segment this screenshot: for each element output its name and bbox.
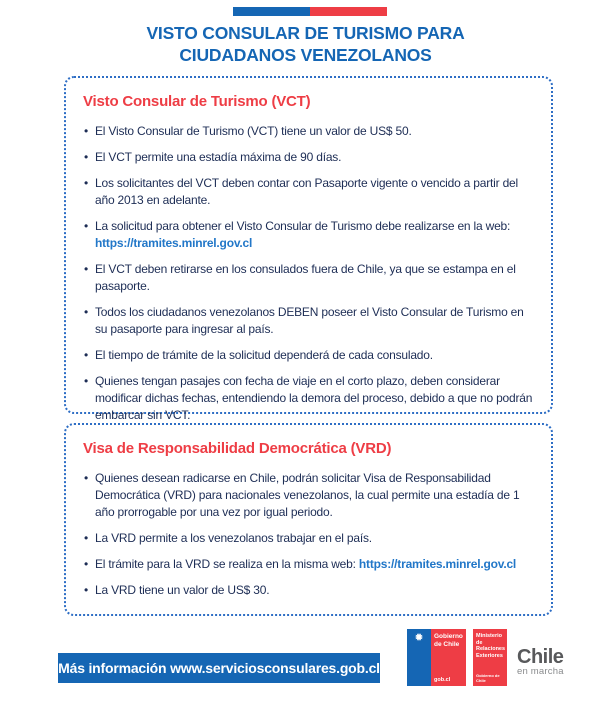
ministerio-logo-sub: Gobierno de Chile: [476, 673, 500, 683]
ministerio-relaciones-exteriores-logo: [473, 629, 507, 686]
bullet-text: El Visto Consular de Turismo (VCT) tiene un valor de US$ 50.: [95, 124, 412, 138]
bullet-text: Los solicitantes del VCT deben contar con Pasaporte vigente o vencido a partir del año 2013 en adelante.: [95, 176, 518, 207]
vct-section-card: [64, 76, 553, 422]
bullet-text: El VCT permite una estadía máxima de 90 días.: [95, 150, 342, 164]
vrd-section-heading: Visa de Responsabilidad Democrática (VRD): [83, 440, 392, 457]
vct-section-heading: Visto Consular de Turismo (VCT): [83, 93, 311, 110]
info-banner-text: Más información www.serviciosconsulares.gob.cl: [58, 660, 380, 676]
bullet-item: [83, 582, 536, 599]
bullet-item: [83, 470, 536, 521]
tramites-minrel-link[interactable]: https://tramites.minrel.gov.cl: [358, 557, 517, 571]
brand-subtitle: en marcha: [517, 666, 564, 677]
bullet-item: [83, 347, 536, 364]
bullet-item: [83, 123, 536, 140]
bullet-item: [83, 261, 536, 295]
bullet-text: La VRD tiene un valor de US$ 30.: [95, 583, 270, 597]
bullet-item: [83, 149, 536, 166]
bullet-text: El trámite para la VRD se realiza en la misma web:: [95, 557, 356, 571]
flag-blue-half: [233, 7, 310, 16]
bullet-text: Quienes tengan pasajes con fecha de viaje en el corto plazo, deben considerar modificar dichas fechas, entendiendo la demora del proceso, debido a que no podrán embarcar sin VCT.: [95, 374, 533, 422]
bullet-item: [83, 530, 536, 547]
bullet-item: [83, 556, 536, 573]
page-title-line1: VISTO CONSULAR DE TURISMO PARA: [146, 23, 465, 43]
bullet-text: La solicitud para obtener el Visto Consular de Turismo debe realizarse en la web:: [95, 219, 511, 233]
gobierno-de-chile-logo: [407, 629, 466, 686]
bullet-item: [83, 175, 536, 209]
ministerio-logo-name: Ministerio de Relaciones Exteriores: [476, 633, 506, 659]
bullet-text: La VRD permite a los venezolanos trabajar en el país.: [95, 531, 372, 545]
vrd-bullet-list: [83, 470, 536, 599]
bullet-item: [83, 218, 536, 252]
page-title: [0, 22, 611, 66]
info-banner[interactable]: [58, 653, 380, 683]
vrd-section-card: [64, 423, 553, 616]
bullet-item: [83, 304, 536, 338]
bullet-text: Todos los ciudadanos venezolanos DEBEN poseer el Visto Consular de Turismo en su pasaporte para ingresar al país.: [95, 305, 524, 336]
flag-red-half: [310, 7, 387, 16]
page-title-line2: CIUDADANOS VENEZOLANOS: [179, 45, 432, 65]
bullet-text: Quienes desean radicarse en Chile, podrán solicitar Visa de Responsabilidad Democrática (VRD) para nacionales venezolanos, la cual permite una estadía de 1 año prorrogable por una vez por igual periodo.: [95, 471, 520, 519]
gobierno-logo-red-column: [431, 629, 466, 686]
chile-flag-bar: [233, 7, 387, 16]
gobierno-logo-blue-column: [407, 629, 431, 686]
gobierno-crest-icon: ✹: [414, 632, 424, 644]
vct-bullet-list: [83, 123, 536, 424]
bullet-text: El tiempo de trámite de la solicitud dependerá de cada consulado.: [95, 348, 433, 362]
bullet-text: El VCT deben retirarse en los consulados fuera de Chile, ya que se estampa en el pasaporte.: [95, 262, 516, 293]
bullet-item: [83, 373, 536, 424]
footer-logos: [407, 629, 564, 686]
tramites-minrel-link[interactable]: https://tramites.minrel.gov.cl: [95, 236, 253, 250]
gobierno-logo-domain: gob.cl: [434, 677, 451, 683]
chile-en-marcha-brand: [517, 629, 564, 677]
gobierno-logo-name: Gobierno de Chile: [434, 633, 463, 648]
brand-title: Chile: [517, 646, 564, 668]
